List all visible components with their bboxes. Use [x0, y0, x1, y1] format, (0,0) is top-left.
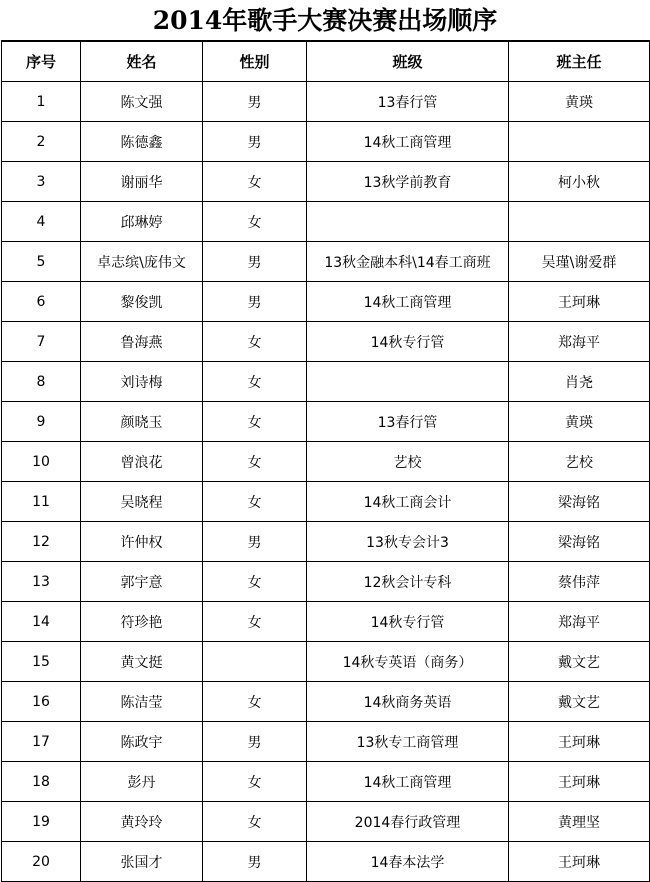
table-row [2, 842, 650, 882]
table-row [2, 282, 650, 322]
table-row [2, 202, 650, 242]
cell-class[interactable]: 艺校 [307, 442, 509, 482]
cell-class[interactable]: 14秋专行管 [307, 322, 509, 362]
cell-class[interactable]: 2014春行政管理 [307, 802, 509, 842]
cell-number[interactable]: 13 [2, 562, 81, 602]
cell-gender[interactable]: 女 [203, 362, 307, 402]
cell-gender[interactable]: 男 [203, 522, 307, 562]
cell-gender[interactable]: 女 [203, 802, 307, 842]
cell-gender[interactable]: 女 [203, 442, 307, 482]
cell-head-teacher[interactable]: 柯小秋 [509, 162, 650, 202]
cell-name[interactable]: 陈德鑫 [81, 122, 203, 162]
table-row [2, 362, 650, 402]
header-name: 姓名 [81, 41, 203, 82]
header-number: 序号 [2, 41, 81, 82]
cell-number[interactable]: 17 [2, 722, 81, 762]
table-row [2, 682, 650, 722]
cell-head-teacher[interactable]: 吴瑾\谢爱群 [509, 242, 650, 282]
cell-gender[interactable]: 女 [203, 322, 307, 362]
cell-head-teacher[interactable]: 黄瑛 [509, 402, 650, 442]
table-row [2, 122, 650, 162]
cell-class[interactable]: 13秋专会计3 [307, 522, 509, 562]
cell-gender[interactable]: 女 [203, 682, 307, 722]
cell-class[interactable]: 14秋商务英语 [307, 682, 509, 722]
cell-number[interactable]: 7 [2, 322, 81, 362]
cell-name[interactable]: 许仲权 [81, 522, 203, 562]
header-class: 班级 [307, 41, 509, 82]
cell-class[interactable]: 13春行管 [307, 402, 509, 442]
cell-head-teacher[interactable]: 艺校 [509, 442, 650, 482]
table-row [2, 802, 650, 842]
performance-order-table [1, 40, 650, 882]
cell-name[interactable]: 吴晓程 [81, 482, 203, 522]
cell-name[interactable]: 黎俊凯 [81, 282, 203, 322]
cell-number[interactable]: 18 [2, 762, 81, 802]
table-row [2, 522, 650, 562]
cell-name[interactable]: 符珍艳 [81, 602, 203, 642]
cell-number[interactable]: 4 [2, 202, 81, 242]
cell-number[interactable]: 6 [2, 282, 81, 322]
table-row [2, 402, 650, 442]
cell-name[interactable]: 张国才 [81, 842, 203, 882]
cell-name[interactable]: 郭宇意 [81, 562, 203, 602]
cell-number[interactable]: 9 [2, 402, 81, 442]
cell-gender[interactable]: 女 [203, 482, 307, 522]
cell-class[interactable]: 14秋工商管理 [307, 122, 509, 162]
cell-class[interactable]: 13春行管 [307, 82, 509, 122]
cell-gender[interactable]: 女 [203, 162, 307, 202]
cell-class[interactable]: 14秋工商管理 [307, 282, 509, 322]
cell-class[interactable]: 14秋工商管理 [307, 762, 509, 802]
cell-name[interactable]: 黄玲玲 [81, 802, 203, 842]
table-row [2, 762, 650, 802]
cell-gender[interactable]: 男 [203, 82, 307, 122]
cell-gender[interactable] [203, 642, 307, 682]
cell-head-teacher[interactable]: 王珂琳 [509, 842, 650, 882]
cell-gender[interactable]: 女 [203, 602, 307, 642]
cell-head-teacher[interactable]: 郑海平 [509, 322, 650, 362]
cell-number[interactable]: 20 [2, 842, 81, 882]
cell-name[interactable]: 邱琳婷 [81, 202, 203, 242]
cell-number[interactable]: 8 [2, 362, 81, 402]
cell-number[interactable]: 10 [2, 442, 81, 482]
cell-class[interactable]: 14秋专英语（商务） [307, 642, 509, 682]
table-row [2, 322, 650, 362]
cell-gender[interactable]: 女 [203, 762, 307, 802]
cell-name[interactable]: 鲁海燕 [81, 322, 203, 362]
cell-number[interactable]: 19 [2, 802, 81, 842]
cell-number[interactable]: 15 [2, 642, 81, 682]
cell-head-teacher[interactable]: 梁海铭 [509, 522, 650, 562]
table-row [2, 82, 650, 122]
cell-class[interactable]: 13秋学前教育 [307, 162, 509, 202]
cell-number[interactable]: 5 [2, 242, 81, 282]
cell-head-teacher[interactable]: 王珂琳 [509, 762, 650, 802]
cell-gender[interactable]: 男 [203, 282, 307, 322]
cell-head-teacher[interactable]: 戴文艺 [509, 682, 650, 722]
cell-head-teacher[interactable]: 肖尧 [509, 362, 650, 402]
cell-name[interactable]: 曾浪花 [81, 442, 203, 482]
table-body [2, 82, 650, 882]
table-row [2, 642, 650, 682]
header-head-teacher: 班主任 [509, 41, 650, 82]
cell-number[interactable]: 12 [2, 522, 81, 562]
cell-gender[interactable]: 女 [203, 562, 307, 602]
cell-gender[interactable]: 男 [203, 722, 307, 762]
cell-head-teacher[interactable]: 梁海铭 [509, 482, 650, 522]
cell-number[interactable]: 11 [2, 482, 81, 522]
table-row [2, 562, 650, 602]
table-row [2, 722, 650, 762]
cell-gender[interactable]: 女 [203, 202, 307, 242]
table-row [2, 442, 650, 482]
table-row [2, 602, 650, 642]
cell-gender[interactable]: 男 [203, 242, 307, 282]
cell-head-teacher[interactable] [509, 122, 650, 162]
cell-class[interactable]: 12秋会计专科 [307, 562, 509, 602]
cell-gender[interactable]: 男 [203, 842, 307, 882]
cell-name[interactable]: 颜晓玉 [81, 402, 203, 442]
cell-class[interactable] [307, 362, 509, 402]
cell-number[interactable]: 14 [2, 602, 81, 642]
sheet-title: 2014年歌手大赛决赛出场顺序 [152, 6, 498, 35]
cell-number[interactable]: 3 [2, 162, 81, 202]
cell-head-teacher[interactable] [509, 202, 650, 242]
cell-head-teacher[interactable]: 郑海平 [509, 602, 650, 642]
cell-head-teacher[interactable]: 黄理坚 [509, 802, 650, 842]
cell-class[interactable] [307, 202, 509, 242]
cell-class[interactable]: 14春本法学 [307, 842, 509, 882]
cell-number[interactable]: 2 [2, 122, 81, 162]
cell-name[interactable]: 谢丽华 [81, 162, 203, 202]
table-row [2, 242, 650, 282]
cell-number[interactable]: 1 [2, 82, 81, 122]
cell-name[interactable]: 黄文挺 [81, 642, 203, 682]
cell-class[interactable]: 13秋金融本科\14春工商班 [307, 242, 509, 282]
cell-name[interactable]: 彭丹 [81, 762, 203, 802]
cell-gender[interactable]: 男 [203, 122, 307, 162]
cell-head-teacher[interactable]: 蔡伟萍 [509, 562, 650, 602]
cell-gender[interactable]: 女 [203, 402, 307, 442]
cell-head-teacher[interactable]: 戴文艺 [509, 642, 650, 682]
cell-name[interactable]: 卓志缤\庞伟文 [81, 242, 203, 282]
table-row [2, 482, 650, 522]
header-row [2, 41, 650, 82]
cell-number[interactable]: 16 [2, 682, 81, 722]
header-gender: 性别 [203, 41, 307, 82]
cell-head-teacher[interactable]: 王珂琳 [509, 722, 650, 762]
cell-head-teacher[interactable]: 王珂琳 [509, 282, 650, 322]
cell-name[interactable]: 陈文强 [81, 82, 203, 122]
table-row [2, 162, 650, 202]
cell-name[interactable]: 陈政宇 [81, 722, 203, 762]
cell-name[interactable]: 刘诗梅 [81, 362, 203, 402]
cell-class[interactable]: 14秋工商会计 [307, 482, 509, 522]
cell-class[interactable]: 14秋专行管 [307, 602, 509, 642]
cell-class[interactable]: 13秋专工商管理 [307, 722, 509, 762]
cell-name[interactable]: 陈洁莹 [81, 682, 203, 722]
cell-head-teacher[interactable]: 黄瑛 [509, 82, 650, 122]
